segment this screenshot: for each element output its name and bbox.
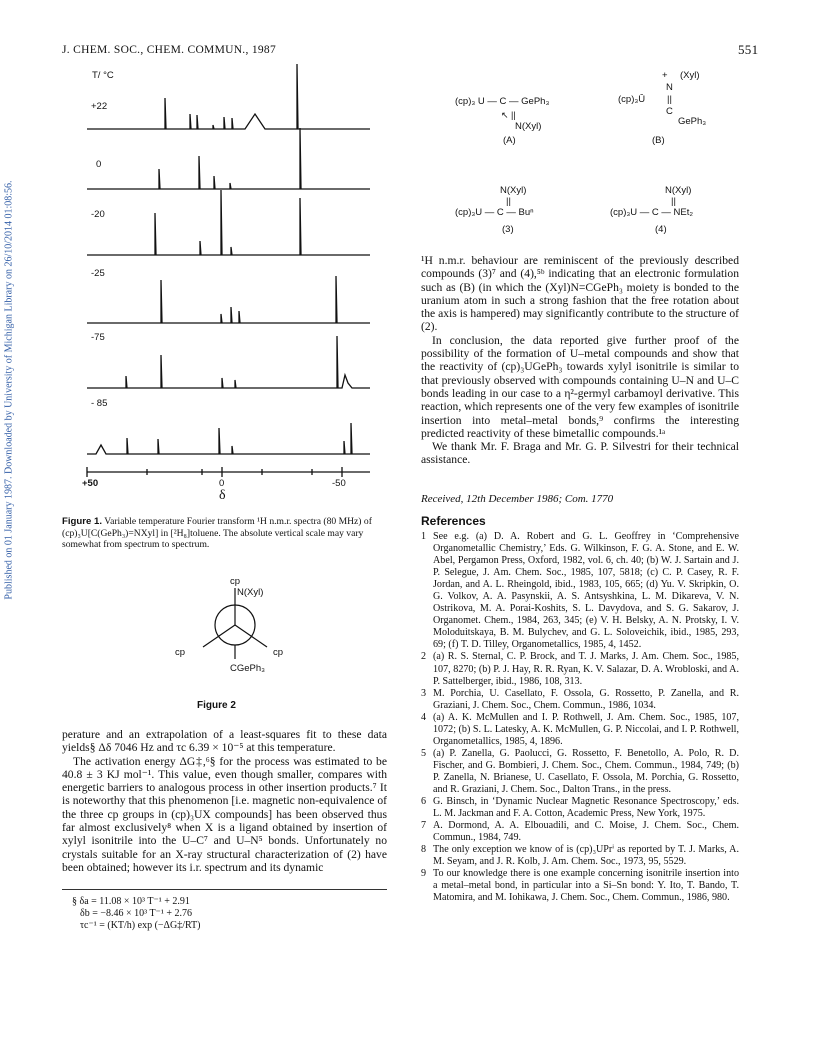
spectrum-trace [87, 64, 370, 129]
temp-label-0: 0 [96, 159, 102, 170]
references-list [421, 531, 739, 904]
reference-item [421, 748, 739, 796]
reference-item [421, 844, 739, 868]
fig2-n-xyl: N(Xyl) [237, 587, 264, 598]
temperature-axis-title: T/ °C [92, 70, 114, 81]
reference-item [421, 651, 739, 687]
page-number: 551 [738, 42, 759, 57]
figure1-caption-text: Variable temperature Fourier transform ¹H n.m.r. spectra (80 MHz) of (cp)₃U[C(GePh₃)=NXyl] in [²H₈]toluene. The absolute vertical scale may vary somewhat from spectrum to spectrum. [62, 516, 372, 551]
reference-item [421, 868, 739, 904]
figure1-caption [62, 516, 387, 551]
left-column-body [62, 728, 387, 874]
reference-item [421, 796, 739, 820]
structure-3 [455, 185, 595, 225]
structure-3-label: (3) [502, 224, 514, 235]
reference-text: (a) P. Zanella, G. Paolucci, G. Rossetto, F. Benetollo, A. Polo, R. D. Fischer, and G. Bombieri, J. Chem. Soc., Chem. Commun., 1984, 749; (b) P. Zanella, N. Brianese, U. Casellato, F. Ossola, M. Porchia, G. Rossetto, and R. Graziani, J. Chem. Soc., Dalton Trans., in the press. [433, 747, 739, 795]
temp-label-minus85: - 85 [91, 398, 108, 409]
x-axis-label: δ [219, 488, 226, 503]
structure-4 [610, 185, 750, 225]
reference-number: 4 [421, 711, 427, 723]
reference-item [421, 712, 739, 748]
figure2-caption: Figure 2 [197, 700, 236, 711]
spectrum-trace [87, 336, 370, 388]
download-notice: Published on 01 January 1987. Downloaded by University of Michigan Library on 26/10/2014 01:08:56. [3, 180, 15, 600]
fig2-right-cp: cp [273, 647, 284, 658]
structure-b-bond: || [667, 94, 672, 105]
reference-text: To our knowledge there is one example concerning isonitrile insertion into a metal–metal bond, in particular into a Si–Sn bond: Y. Ito, T. Bando, T. Matomira, and M. Iohikawa, J. Chem. Soc., Chem. Commun., 1986, 980. [433, 868, 739, 904]
structure-a-formula: (cp)₃ U — C — GePh₃ [455, 96, 550, 107]
footnote-line: τc⁻¹ = (KT/h) exp (−ΔG‡/RT) [80, 920, 201, 931]
fig2-top-cp: cp [230, 576, 241, 587]
reference-number: 8 [421, 844, 427, 856]
reference-item [421, 688, 739, 712]
structure-b-sub: GePh₃ [678, 116, 707, 127]
fig2-bottom-cgeph3: CGePh₃ [230, 663, 266, 674]
reference-item [421, 531, 739, 651]
temp-label-minus25: -25 [91, 268, 105, 279]
paragraph: The activation energy ΔG‡,⁶§ for the process was estimated to be 40.8 ± 3 KJ mol⁻¹. This value, even though smaller, compares with energetic barriers to analogous process in other insertion products.⁷ It is noteworthy that this phenomenon [i.e. magnetic non-equivalence of the three cp groups in (cp)₃UX compounds] has been observed thus far almost exclusively⁸ when X is a ligand obtained by insertion of xylyl isonitrile into the U–C⁷ and U–N⁵ bonds. Unfortunately no crystals suitable for an X-ray structural characterization of (2) have been obtained; however its i.r. spectrum and its dynamic [62, 754, 387, 874]
structure-a-sub: N(Xyl) [515, 121, 542, 132]
temp-label-22: +22 [91, 101, 108, 112]
structure-4-top: N(Xyl) [665, 185, 692, 196]
structure-4-bond: || [671, 196, 676, 207]
reference-number: 1 [421, 531, 427, 542]
reference-text: See e.g. (a) D. A. Robert and G. L. Geoffrey in ‘Comprehensive Organometallic Chemistry,’ Eds. G. Wilkinson, F. G. A. Stone, and E. W. Abel, Pergamon Press, Oxford, 1982, vol. 6, ch. 40; (b) W. J. Sartain and J. P. Selegue, J. Am. Chem. Soc., 1985, 107, 5818; (c) C. P. Casey, R. F. Jordan, and A. L. Rheingold, ibid., 1983, 105, 665; (d) Yu. V. Skripkin, O. G. Volkov, A. A. Pasynskii, A. S. Antsyshkina, L. M. Dikareva, V. N. Ostrikova, M. A. Porai-Koshits, S. L. Davydova, and S. G. Sakarov, J. Organomet. Chem., 1984, 263, 345; (e) V. H. Belsky, A. N. Protsky, I. V. Moloduitskaya, B. M. Bulychev, and G. L. Soloveichik, ibid., 1985, 293, 69; (f) T. D. Tilley, Organometallics, 1985, 4, 1452. [433, 531, 739, 651]
figure1-caption-label: Figure 1. [62, 516, 102, 527]
spectrum-trace [87, 276, 370, 323]
structure-b-charge: + [662, 70, 668, 81]
reference-item [421, 820, 739, 844]
structure-3-bond: || [506, 196, 511, 207]
structure-b [618, 68, 728, 138]
structure-a [455, 88, 585, 143]
spectrum-trace [87, 423, 370, 454]
reference-text: G. Binsch, in ‘Dynamic Nuclear Magnetic Resonance Spectroscopy,’ eds. L. M. Jackman and F. A. Cotton, Academic Press, New York, 1975. [433, 796, 739, 820]
structure-4-formula: (cp)₃U — C — NEt₂ [610, 207, 694, 218]
structure-b-formula: (cp)₃Ū [618, 94, 646, 105]
structure-b-top: (Xyl) [680, 70, 700, 81]
reference-number: 5 [421, 747, 427, 759]
structure-b-label: (B) [652, 135, 665, 146]
paragraph: perature and an extrapolation of a least-squares fit to these data yields§ Δδ 7046 Hz and τc 6.39 × 10⁻⁵ at this temperature. [62, 728, 387, 755]
reference-number: 7 [421, 820, 427, 832]
reference-number: 2 [421, 651, 427, 663]
structure-a-label: (A) [503, 135, 516, 146]
temp-label-minus75: -75 [91, 332, 105, 343]
reference-text: M. Porchia, U. Casellato, F. Ossola, G. Rossetto, P. Zanella, and R. Graziani, J. Chem. Soc., Chem. Commun., 1986, 1034. [433, 687, 739, 711]
footnote [72, 896, 372, 932]
structure-4-label: (4) [655, 224, 667, 235]
structure-b-n: N [666, 82, 673, 93]
structure-3-formula: (cp)₃U — C — Buⁿ [455, 207, 534, 218]
x-tick-label: +50 [82, 478, 99, 489]
reference-text: (a) R. S. Sternal, C. P. Brock, and T. J. Marks, J. Am. Chem. Soc., 1985, 107, 8270; (b) P. J. Hay, R. R. Ryan, K. V. Salazar, D. A. Wrobloski, and A. P. Sattelberger, ibid., 1986, 108, 313. [433, 651, 739, 687]
fig2-left-cp: cp [175, 647, 186, 658]
right-column-body [421, 254, 739, 467]
paragraph: ¹H n.m.r. behaviour are reminiscent of the previously described compounds (3)⁷ and (4),⁵ᵇ indicating that an electronic formulation such as (B) (in which the (Xyl)N=CGePh₃ moiety is bonded to the uranium atom in such a strong fashion that the free rotation about the axis is hampered) may significantly contribute to the structure of (2). [421, 254, 739, 334]
reference-text: A. Dormond, A. A. Elbouadili, and C. Moise, J. Chem. Soc., Chem. Commun., 1984, 749. [433, 820, 739, 844]
reference-number: 3 [421, 687, 427, 699]
reference-number: 9 [421, 868, 427, 880]
temp-label-minus20: -20 [91, 209, 105, 220]
reference-number: 6 [421, 796, 427, 808]
x-tick-label: 0 [219, 478, 225, 489]
structure-b-c: C [666, 106, 673, 117]
footnote-line: δb = −8.46 × 10³ T⁻¹ + 2.76 [80, 908, 192, 919]
received-line: Received, 12th December 1986; Com. 1770 [421, 493, 614, 505]
footnote-rule [62, 889, 387, 890]
references-heading: References [421, 514, 486, 528]
paragraph: In conclusion, the data reported give further proof of the possibility of the formation of U–metal compounds and show that the reactivity of (cp)₃UGePh₃ towards xylyl isonitrile is similar to that previously observed with compounds containing U–N and U–C bonds leading in our case to a η²-germyl carbamoyl derivative. This reaction, which represents one of the very few examples of isonitrile insertion into metal–metal bonds,⁹ confirms the interesting predicted reactivity of these bimetallic compounds.¹ᵃ [421, 333, 739, 440]
journal-header: J. CHEM. SOC., CHEM. COMMUN., 1987 [62, 44, 277, 56]
structure-3-top: N(Xyl) [500, 185, 527, 196]
spectrum-trace [87, 190, 370, 255]
reference-text: The only exception we know of is (cp)₃UPrⁱ as reported by T. J. Marks, A. M. Seyam, and J. R. Kolb, J. Am. Chem. Soc., 1973, 95, 5529. [433, 844, 739, 868]
x-tick-label: -50 [332, 478, 346, 489]
footnote-line: § δa = 11.08 × 10³ T⁻¹ + 2.91 [72, 896, 190, 907]
spectrum-trace [87, 128, 370, 189]
reference-text: (a) A. K. McMullen and I. P. Rothwell, J. Am. Chem. Soc., 1985, 107, 1072; (b) S. L. Latesky, A. K. McMullen, G. P. Niccolai, and I. P. Rothwell, Organometallics, 1985, 4, 1896. [433, 711, 739, 747]
structure-a-bond: ↖ || [501, 110, 516, 120]
paragraph: We thank Mr. F. Braga and Mr. G. P. Silvestri for their technical assistance. [421, 440, 739, 467]
